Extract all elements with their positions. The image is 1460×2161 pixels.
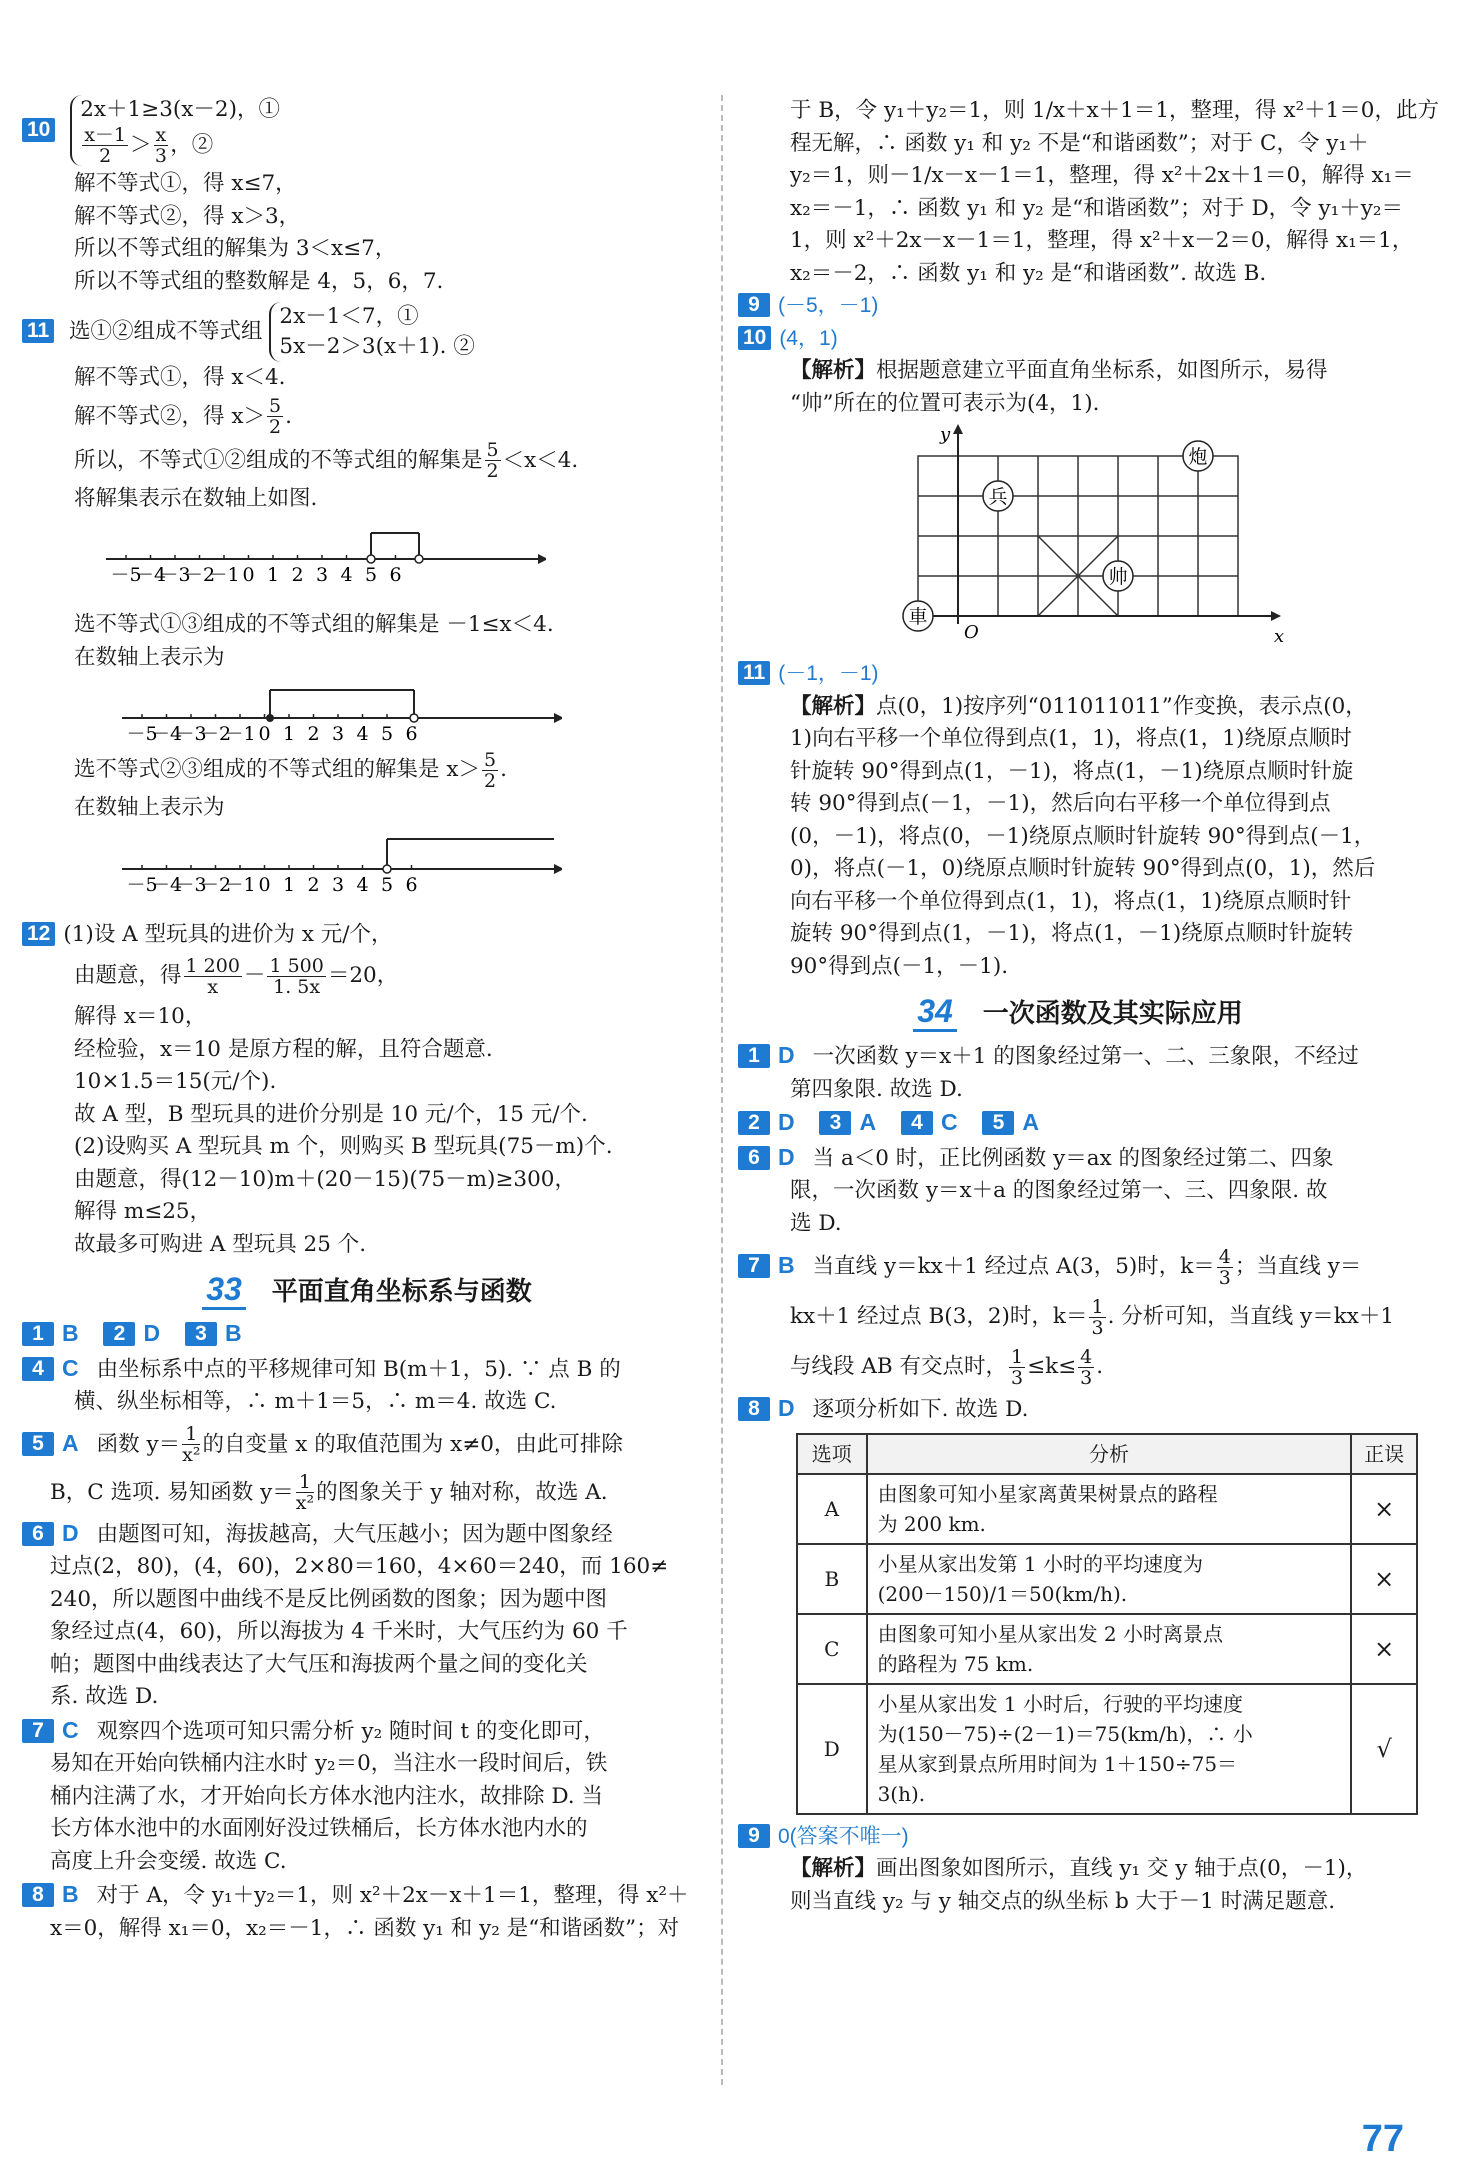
- axis-tick-label: 4: [340, 564, 353, 586]
- svg-text:車: 車: [908, 606, 928, 628]
- q-badge: 11: [22, 319, 54, 343]
- x-axis-label: x: [1274, 626, 1285, 647]
- mc-answers-1: 1 B 2 D 3 B: [22, 1317, 712, 1352]
- analysis-table: 选项 分析 正误 A 由图象可知小星家离黄果树景点的路程 为 200 km. × B 小星从家出发第 1 小时的平均速度为 (200－150)/1＝50(km/h). × C 由图象可知小星从家出发 2 小时离景点 的路程为 75 km. × D 小星从家出发 1 小时后，行驶的平均速度 为(150－75)÷(2－1)＝75(km/h)，∴ 小 星从家到景点所用时间为 1＋150÷75＝ 3(h). √: [796, 1433, 1418, 1815]
- text-line: 【解析】根据题意建立平面直角坐标系，如图所示，易得: [790, 358, 1328, 383]
- text-line: 【解析】画出图象如图所示，直线 y₁ 交 y 轴于点(0，－1)，: [790, 1856, 1368, 1881]
- axis-tick-label: 3: [331, 873, 345, 896]
- left-column: 10 2x＋1≥3(x－2)，① $\frac{x-1}{2}$ ＞ $\frac{x}{3}$ ，② 解不等式①，得 x≤7， 解不等式②，得 x＞3， 所以不等式组的解集为 3＜x≤7， 所以不等式组的整数解是 4，5，6，7. 11 选①②组成不等式组 2x－1＜7，① 5x－2＞3(x＋1). ② 解不等式①，得 x＜4. 解不等式②，得 x＞ $\frac{5}{2}$ . 所以，不等式①②组成的不等式组的解集是 $\frac{5}{2}$ ＜x＜4. 将解集表示在数轴上如图. －5 －4 －3 －2 －1 0 1 2 3 4 5 6 选不等式①③组成的不等式组的解集是 －1≤x＜4. 在数轴上表示为 －5 －4 －3 －2 －1 0 1 2 3 4 5 6 选不等式②③组成的不等式组的解集是 x＞ $\frac{5}{2}$ . 在数轴上表示为 －5 －4 －3 －2 －1 0 1 2 3 4 5 6 12 (1)设 A 型玩具的进价为 x 元/个， 由题意，得 $\frac{1 200}{x}$ － $\frac{1 500}{1. 5x}$ ＝20， 解得 x＝10， 经检验，x＝10 是原方程的解，且符合题意. 10×1.5＝15(元/个). 故 A 型，B 型玩具的进价分别是 10 元/个，15 元/个. (2)设购买 A 型玩具 m 个，则购买 B 型玩具(75－m)个. 由题意，得(12－10)m＋(20－15)(75－m)≥300， 解得 m≤25， 故最多可购进 A 型玩具 25 个. 33 平面直角坐标系与函数 1 B 2 D 3 B 4 C 由坐标系中点的平移规律可知 B(m＋1，5). ∵ 点 B 的 横、纵坐标相等，∴ m＋1＝5，∴ m＝4. 故选 C. 5 A 函数 y＝ $\frac{1}{\text{x²}}$ 的自变量 x 的取值范围为 x≠0，由此可排除 B，C 选项. 易知函数 y＝ $\frac{1}{\text{x²}}$ 的图象关于 y 轴对称，故选 A. 6 D 由题图可知，海拔越高，大气压越小；因为题中图象经 过点(2，80)，(4，60)，2×80＝160，4×60＝240，而 160≠ 240，所以题图中曲线不是反比例函数的图象；因为题中图 象经过点(4，60)，所以海拔为 4 千米时，大气压约为 60 千 帕；题图中曲线表达了大气压和海拔两个量之间的变化关 系. 故选 D. 7 C 观察四个选项可知只需分析 y₂ 随时间 t 的变化即可， 易知在开始向铁桶内注水时 y₂＝0，当注水一段时间后，铁 桶内注满了水，才开始向长方体水池内注水，故排除 D. 当 长方体水池中的水面刚好没过铁桶后，长方体水池内水的 高度上升会变缓. 故选 C. 8 B 对于 A，令 y₁＋y₂＝1，则 x²＋2x－x＋1＝1，整理，得 x²＋ x＝0，解得 x₁＝0，x₂＝－1，∴ 函数 y₁ 和 y₂ 是“和谐函数”；对: [22, 95, 712, 1945]
- text-line: 解不等式①，得 x≤7，: [74, 171, 297, 196]
- chess-piece-ju: [903, 601, 933, 631]
- axis-tick-label: 6: [389, 564, 402, 586]
- axis-tick-label: －2: [199, 723, 232, 744]
- q11-block: 11 (－1，－1): [738, 658, 1418, 691]
- table-row: C 由图象可知小星从家出发 2 小时离景点 的路程为 75 km. ×: [797, 1614, 1417, 1684]
- axis-tick-label: －3: [175, 723, 207, 744]
- q11-block: 11 选①②组成不等式组 2x－1＜7，① 5x－2＞3(x＋1). ②: [22, 302, 712, 362]
- axis-tick-label: －3: [175, 873, 207, 896]
- text-line: “帅”所在的位置可表示为(4，1).: [790, 390, 1100, 416]
- text-line: 由题意，得 $\frac{1 200}{x}$ － $\frac{1 500}{1. 5x}$ ＝20，: [74, 954, 399, 998]
- right-column: 于 B，令 y₁＋y₂＝1，则 1/x＋x＋1＝1，整理，得 x²＋1＝0，此方 程无解，∴ 函数 y₁ 和 y₂ 不是“和谐函数”；对于 C，令 y₁＋ y₂＝1，则－1/x－x－1＝1，整理，得 x²＋2x＋1＝0，解得 x₁＝ x₂＝－1，∴ 函数 y₁ 和 y₂ 是“和谐函数”；对于 D，令 y₁＋y₂＝ 1，则 x²＋2x－x－1＝1，整理，得 x²＋x－2＝0，解得 x₁＝1， x₂＝－2，∴ 函数 y₁ 和 y₂ 是“和谐函数”. 故选 B. 9 (－5，－1) 10 (4，1) 【解析】根据题意建立平面直角坐标系，如图所示，易得 “帅”所在的位置可表示为(4，1). y x O 炮 兵 帅 車 11 (－1，－1) 【解析】点(0，1)按序列“011011011”作变换，表示点(0， 1)向右平移一个单位得到点(1，1)，将点(1，1)绕原点顺时 针旋转 90°得到点(1，－1)，将点(1，－1)绕原点顺时针旋 转 90°得到点(－1，－1)，然后向右平移一个单位得到点 (0，－1)，将点(0，－1)绕原点顺时针旋转 90°得到点(－1， 0)，将点(－1，0)绕原点顺时针旋转 90°得到点(0，1)，然后 向右平移一个单位得到点(1，1)，将点(1，1)绕原点顺时针 旋转 90°得到点(1，－1)，将点(1，－1)绕原点顺时针旋转 90°得到点(－1，－1). 34 一次函数及其实际应用 1 D 一次函数 y＝x＋1 的图象经过第一、二、三象限，不经过 第四象限. 故选 D. 2 D 3 A 4 C 5 A 6 D 当 a＜0 时，正比例函数 y＝ax 的图象经过第二、四象 限，一次函数 y＝x＋a 的图象经过第一、三、四象限. 故 选 D. 7 B 当直线 y＝kx＋1 经过点 A(3，5)时，k＝ $\frac{4}{3}$ ；当直线 y＝ kx＋1 经过点 B(3，2)时，k＝ $\frac{1}{3}$ . 分析可知，当直线 y＝kx＋1 与线段 AB 有交点时， $\frac{1}{3}$ ≤k≤ $\frac{4}{3}$ . 8 D 逐项分析如下. 故选 D. 选项 分析 正误 A 由图象可知小星家离黄果树景点的路程 为 200 km. × B 小星从家出发第 1 小时的平均速度为 (200－150)/1＝50(km/h). × C 由图象可知小星从家出发 2 小时离景点 的路程为 75 km. × D 小星从家出发 1 小时后，行驶的平均速度 为(150－75)÷(2－1)＝75(km/h)，∴ 小 星从家到景点所用时间为 1＋150÷75＝ 3(h). √ 9 0(答案不唯一) 【解析】画出图象如图所示，直线 y₁ 交 y 轴于点(0，－1)， 则当直线 y₂ 与 y 轴交点的纵坐标 b 大于－1 时满足题意.: [738, 95, 1418, 1918]
- origin-label: O: [964, 622, 979, 643]
- inequality-system: 2x＋1≥3(x－2)，① $\frac{x-1}{2}$ ＞ $\frac{x}{3}$ ，②: [70, 95, 280, 166]
- axis-tick-label: －5: [126, 723, 158, 744]
- q9b-block: 9 0(答案不唯一): [738, 1821, 1418, 1854]
- q10-block: 10 (4，1): [738, 323, 1418, 356]
- text-line: 所以不等式组的解集为 3＜x≤7，: [74, 236, 397, 261]
- text-line: B，C 选项. 易知函数 y＝ $\frac{1}{\text{x²}}$ 的图象关于 y 轴对称，故选 A.: [50, 1471, 608, 1514]
- axis-tick-label: 3: [315, 564, 329, 586]
- axis-tick-label: －5: [126, 873, 158, 896]
- axis-tick-label: －1: [224, 723, 256, 744]
- axis-tick-label: 6: [405, 873, 418, 896]
- axis-tick-label: 4: [356, 723, 369, 744]
- axis-tick-label: 2: [291, 564, 304, 586]
- q7-block: 7 B 当直线 y＝kx＋1 经过点 A(3，5)时，k＝ $\frac{4}{3}$ ；当直线 y＝: [738, 1240, 1418, 1292]
- text-line: 选不等式②③组成的不等式组的解集是 x＞ $\frac{5}{2}$ .: [74, 748, 507, 792]
- axis-tick-label: 5: [380, 723, 394, 744]
- axis-tick-label: －5: [110, 564, 142, 586]
- axis-tick-label: 3: [331, 723, 345, 744]
- axis-tick-label: 5: [364, 564, 378, 586]
- text-line: 故 A 型，B 型玩具的进价分别是 10 元/个，15 元/个.: [74, 1101, 588, 1127]
- axis-tick-label: －4: [150, 873, 183, 896]
- q1-block: 1 D 一次函数 y＝x＋1 的图象经过第一、二、三象限，不经过: [738, 1039, 1418, 1074]
- q9-block: 9 (－5，－1): [738, 290, 1418, 323]
- text-line: 【解析】点(0，1)按序列“011011011”作变换，表示点(0，: [790, 693, 1367, 719]
- axis-tick-label: －1: [208, 564, 240, 586]
- axis-tick-label: 4: [356, 873, 369, 896]
- axis-tick-label: 1: [282, 873, 296, 896]
- text-line: 解得 x＝10，: [74, 1004, 207, 1029]
- text-line: 横、纵坐标相等，∴ m＋1＝5，∴ m＝4. 故选 C.: [74, 1389, 557, 1414]
- axis-tick-label: －2: [183, 564, 216, 586]
- axis-tick-label: 0: [258, 873, 271, 896]
- page-number: 77: [1361, 2118, 1404, 2160]
- q5-block: 5 A 函数 y＝ $\frac{1}{\text{x²}}$ 的自变量 x 的取值范围为 x≠0，由此可排除: [22, 1419, 712, 1469]
- text-line: (2)设购买 A 型玩具 m 个，则购买 B 型玩具(75－m)个.: [74, 1134, 613, 1159]
- axis-tick-label: －3: [159, 564, 191, 586]
- text-line: 由题意，得(12－10)m＋(20－15)(75－m)≥300，: [74, 1166, 576, 1192]
- text-line: 10×1.5＝15(元/个).: [74, 1069, 277, 1094]
- text-line: 将解集表示在数轴上如图.: [74, 485, 318, 511]
- q8-block: 8 B 对于 A，令 y₁＋y₂＝1，则 x²＋2x－x＋1＝1，整理，得 x²＋: [22, 1878, 712, 1913]
- text-line: 解得 m≤25，: [74, 1199, 212, 1224]
- axis-tick-label: 0: [242, 564, 255, 586]
- axis-tick-label: 5: [380, 873, 394, 896]
- mc-answers-2: 2 D 3 A 4 C 5 A: [738, 1106, 1418, 1141]
- text-line: 解不等式②，得 x＞3，: [74, 203, 301, 229]
- chess-piece-bing: [983, 481, 1013, 511]
- axis-tick-label: 1: [282, 723, 296, 744]
- q8-block: 8 D 逐项分析如下. 故选 D.: [738, 1392, 1418, 1427]
- axis-tick-label: 6: [405, 723, 418, 744]
- q10-block: [22, 95, 712, 166]
- axis-tick-label: 0: [258, 723, 271, 744]
- text-line: 在数轴上表示为: [74, 795, 225, 820]
- text-line: 与线段 AB 有交点时， $\frac{1}{3}$ ≤k≤ $\frac{4}{3}$ .: [790, 1345, 1104, 1389]
- section-33-heading: 33 平面直角坐标系与函数: [22, 1261, 712, 1317]
- text-line: kx＋1 经过点 B(3，2)时，k＝ $\frac{1}{3}$ . 分析可知，当直线 y＝kx＋1: [790, 1295, 1395, 1339]
- section-34-heading: 34 一次函数及其实际应用: [738, 983, 1418, 1039]
- table-row: B 小星从家出发第 1 小时的平均速度为 (200－150)/1＝50(km/h). ×: [797, 1544, 1417, 1614]
- q6-block: 6 D 当 a＜0 时，正比例函数 y＝ax 的图象经过第二、四象: [738, 1141, 1418, 1176]
- inequality-system: 2x－1＜7，① 5x－2＞3(x＋1). ②: [269, 302, 474, 362]
- chess-piece-shuai: [1103, 561, 1133, 591]
- axis-tick-label: －2: [199, 873, 232, 896]
- axis-tick-label: －1: [224, 873, 256, 896]
- column-divider: [721, 95, 723, 2085]
- number-line-3: [122, 829, 562, 915]
- text-line: 故最多可购进 A 型玩具 25 个.: [74, 1231, 367, 1257]
- q12-block: 12 (1)设 A 型玩具的进价为 x 元/个，: [22, 919, 712, 952]
- q6-block: 6 D 由题图可知，海拔越高，大气压越小；因为题中图象经: [22, 1517, 712, 1552]
- axis-tick-label: －4: [134, 564, 167, 586]
- text-line: 在数轴上表示为: [74, 644, 225, 670]
- text-line: 经检验，x＝10 是原方程的解，且符合题意.: [74, 1036, 493, 1062]
- svg-text:帅: 帅: [1108, 566, 1128, 588]
- chess-piece-pao: [1183, 441, 1213, 471]
- q4-block: 4 C 由坐标系中点的平移规律可知 B(m＋1，5). ∵ 点 B 的: [22, 1352, 712, 1387]
- q-badge: 10: [22, 118, 55, 142]
- y-axis-label: y: [940, 424, 951, 445]
- table-row: D 小星从家出发 1 小时后，行驶的平均速度 为(150－75)÷(2－1)＝75(km/h)，∴ 小 星从家到景点所用时间为 1＋150÷75＝ 3(h). √: [797, 1684, 1417, 1814]
- q7-block: 7 C 观察四个选项可知只需分析 y₂ 随时间 t 的变化即可，: [22, 1714, 712, 1749]
- number-line-1: [106, 519, 546, 605]
- chess-grid-figure: [888, 424, 1308, 654]
- svg-text:兵: 兵: [988, 486, 1008, 508]
- text-line: 解不等式②，得 x＞ $\frac{5}{2}$ .: [74, 395, 292, 438]
- text-line: 所以不等式组的整数解是 4，5，6，7.: [74, 268, 444, 294]
- number-line-2: [122, 678, 562, 744]
- table-row: A 由图象可知小星家离黄果树景点的路程 为 200 km. ×: [797, 1474, 1417, 1544]
- axis-tick-label: 2: [307, 873, 320, 896]
- axis-tick-label: 2: [307, 723, 320, 744]
- axis-tick-label: 1: [266, 564, 280, 586]
- text-line: 所以，不等式①②组成的不等式组的解集是 $\frac{5}{2}$ ＜x＜4.: [74, 439, 579, 482]
- text-line: 选不等式①③组成的不等式组的解集是 －1≤x＜4.: [74, 612, 554, 637]
- svg-text:炮: 炮: [1188, 446, 1208, 468]
- axis-tick-label: －4: [150, 723, 183, 744]
- text-line: 解不等式①，得 x＜4.: [74, 365, 286, 390]
